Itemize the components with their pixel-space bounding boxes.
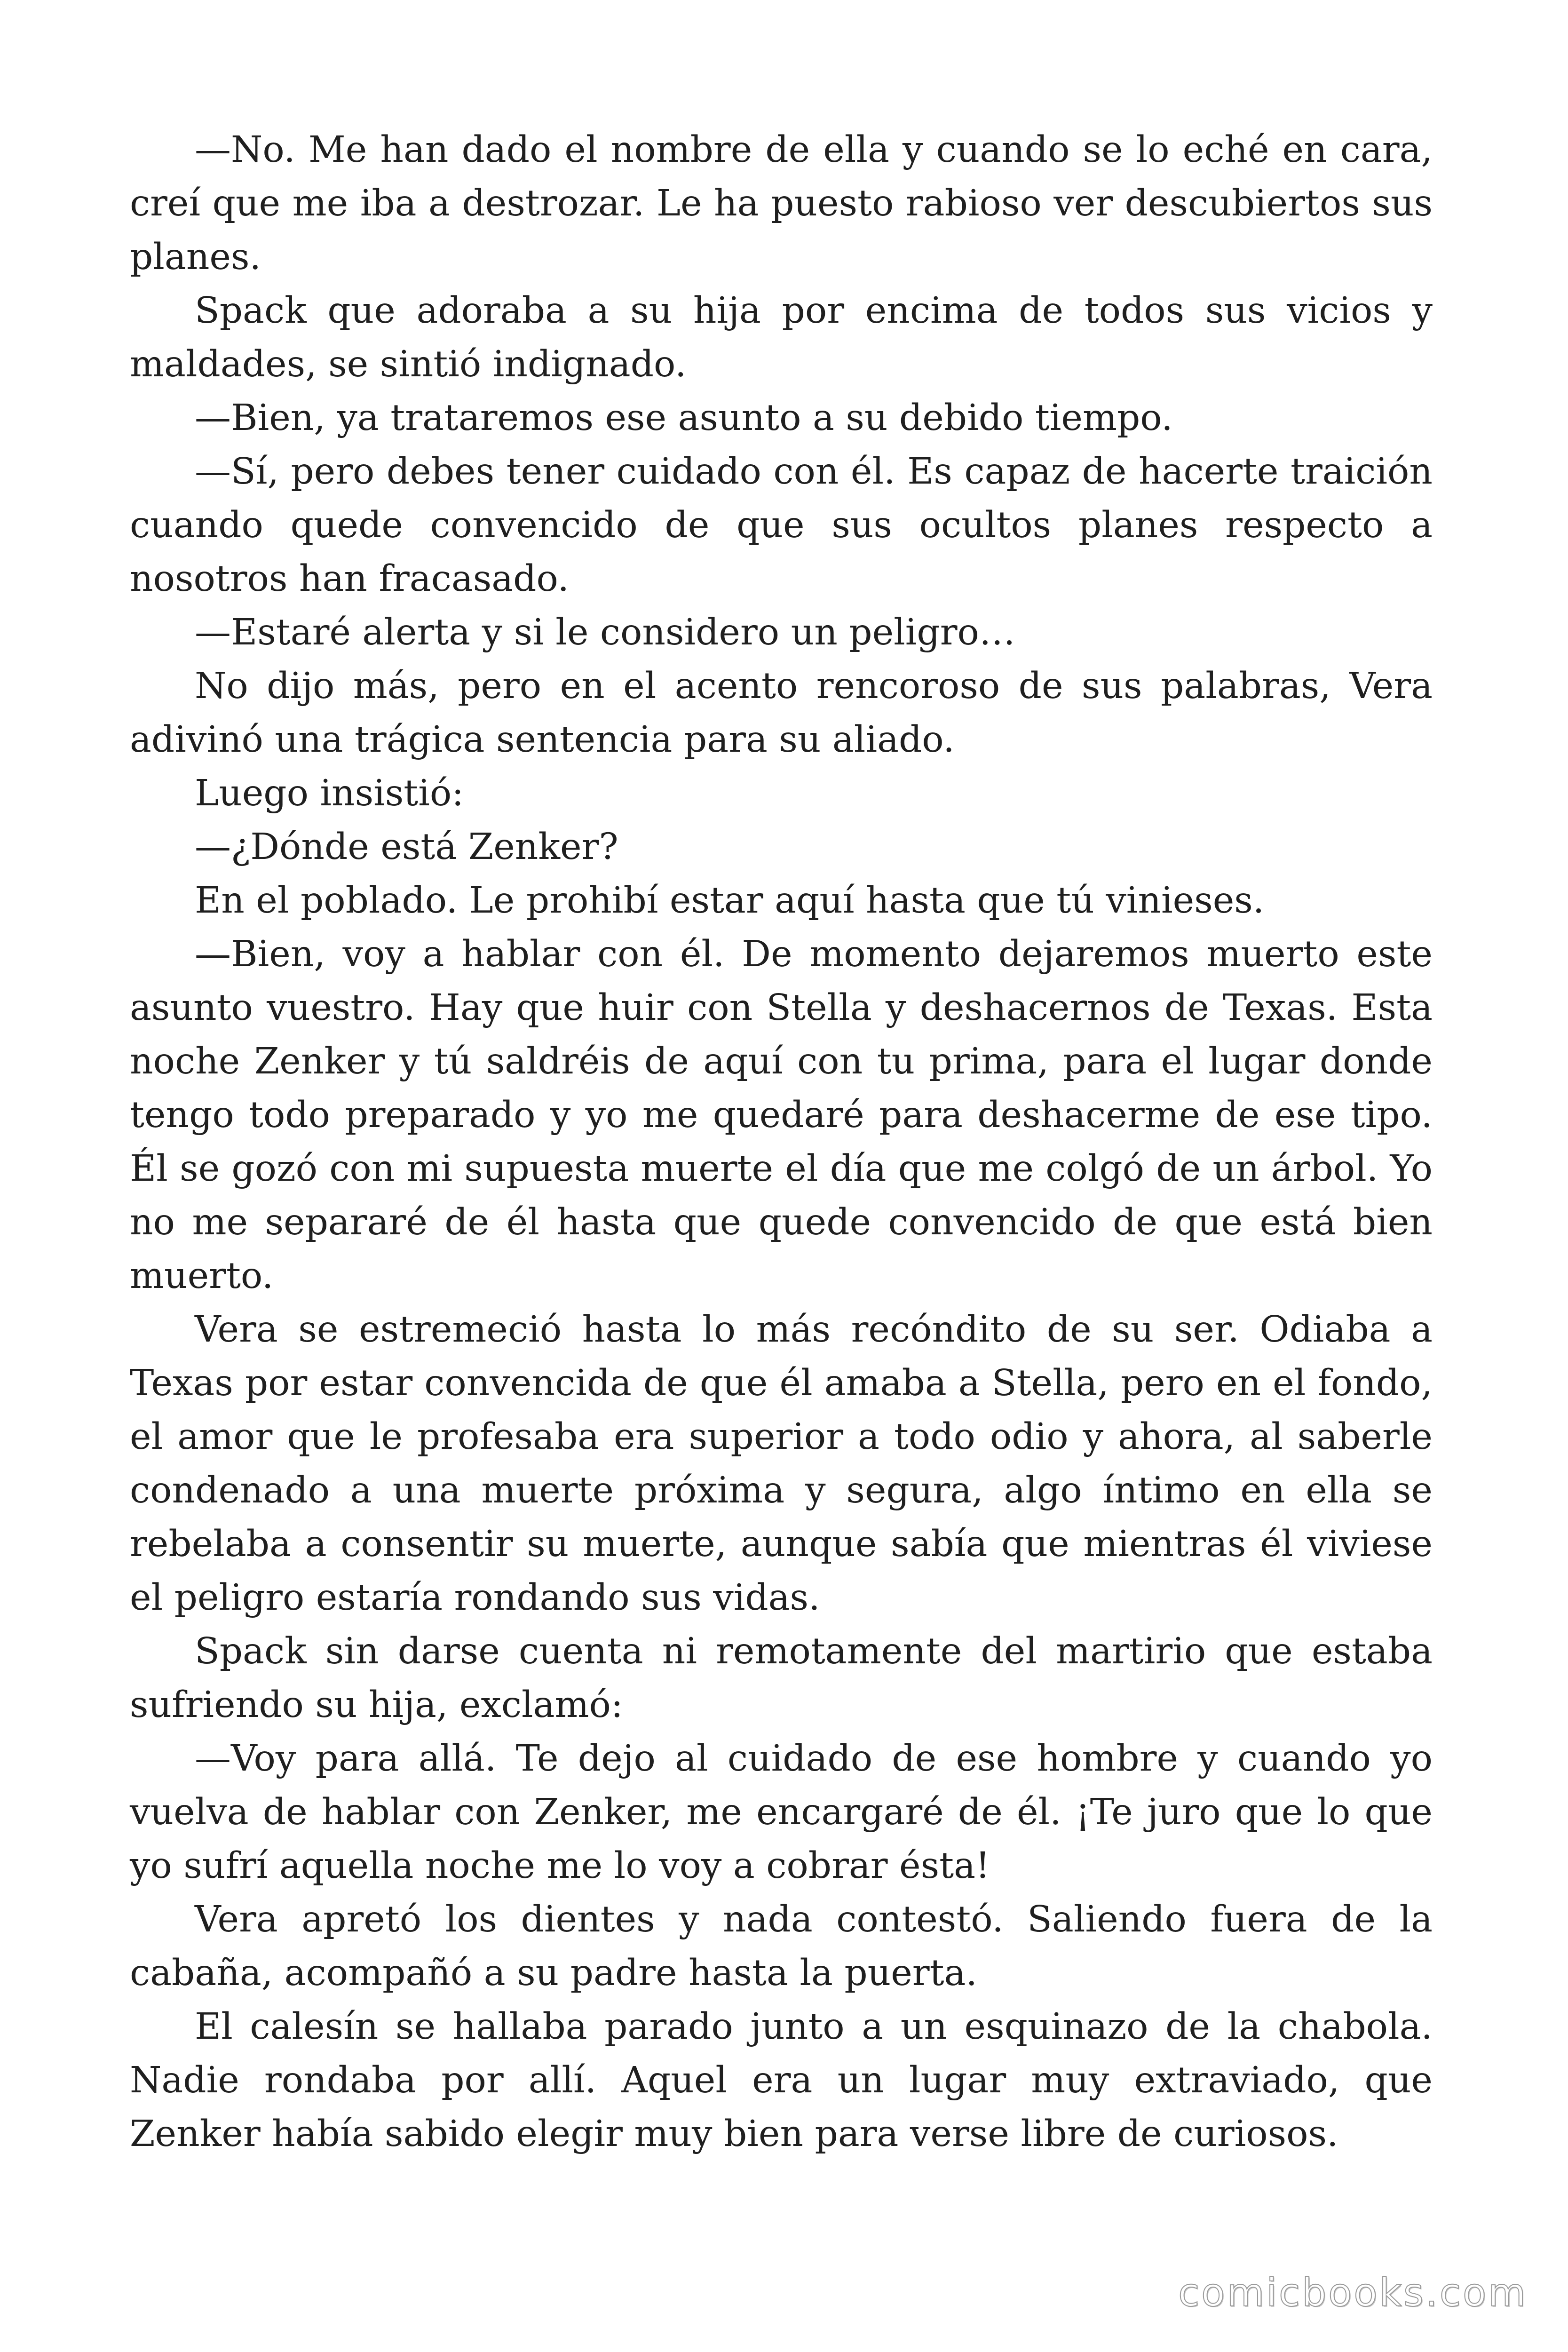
paragraph: —Sí, pero debes tener cuidado con él. Es capaz de hacerte traición cuando quede convencido de que sus ocultos planes respecto a nosotros han fracasado. <box>130 451 1433 600</box>
paragraph: —Voy para allá. Te dejo al cuidado de ese hombre y cuando yo vuelva de hablar con Zenker, me encargaré de él. ¡Te juro que lo que yo sufrí aquella noche me lo voy a cobrar ésta! <box>130 1738 1433 1887</box>
paragraph: —Bien, voy a hablar con él. De momento dejaremos muerto este asunto vuestro. Hay que huir con Stella y deshacernos de Texas. Esta noche Zenker y tú saldréis de aquí con tu prima, para el lugar donde tengo todo preparado y yo me quedaré para deshacerme de ese tipo. Él se gozó con mi supuesta muerte el día que me colgó de un árbol. Yo no me separaré de él hasta que quede convencido de que está bien muerto. <box>130 933 1433 1297</box>
paragraph: En el poblado. Le prohibí estar aquí hasta que tú vinieses. <box>195 880 1265 922</box>
paragraph: Spack que adoraba a su hija por encima de todos sus vicios y maldades, se sintió indignado. <box>130 290 1433 385</box>
paragraph: El calesín se hallaba parado junto a un esquinazo de la chabola. Nadie rondaba por allí. Aquel era un lugar muy extraviado, que Zenker había sabido elegir muy bien para verse libre de curiosos. <box>130 2006 1433 2155</box>
paragraph: —Bien, ya trataremos ese asunto a su debido tiempo. <box>195 397 1173 439</box>
paragraph: Luego insistió: <box>195 772 464 814</box>
watermark: comicbooks.com <box>1178 2271 1528 2315</box>
paragraph: Spack sin darse cuenta ni remotamente del martirio que estaba sufriendo su hija, exclamó: <box>130 1630 1433 1726</box>
paragraph: —Estaré alerta y si le considero un peligro… <box>195 612 1015 653</box>
paragraph: Vera se estremeció hasta lo más recóndito de su ser. Odiaba a Texas por estar convencida de que él amaba a Stella, pero en el fondo, el amor que le profesaba era superior a todo odio y ahora, al saberle condenado a una muerte próxima y segura, algo íntimo en ella se rebelaba a consentir su muerte, aunque sabía que mientras él viviese el peligro estaría rondando sus vidas. <box>130 1309 1433 1619</box>
paragraph: —¿Dónde está Zenker? <box>195 826 618 868</box>
paragraph: —No. Me han dado el nombre de ella y cuando se lo eché en cara, creí que me iba a destrozar. Le ha puesto rabioso ver descubiertos sus planes. <box>130 129 1433 278</box>
paragraph: No dijo más, pero en el acento rencoroso de sus palabras, Vera adivinó una trágica sentencia para su aliado. <box>130 665 1433 761</box>
paragraph: Vera apretó los dientes y nada contestó. Saliendo fuera de la cabaña, acompañó a su padre hasta la puerta. <box>130 1899 1433 1994</box>
page-body <box>130 123 1433 2161</box>
